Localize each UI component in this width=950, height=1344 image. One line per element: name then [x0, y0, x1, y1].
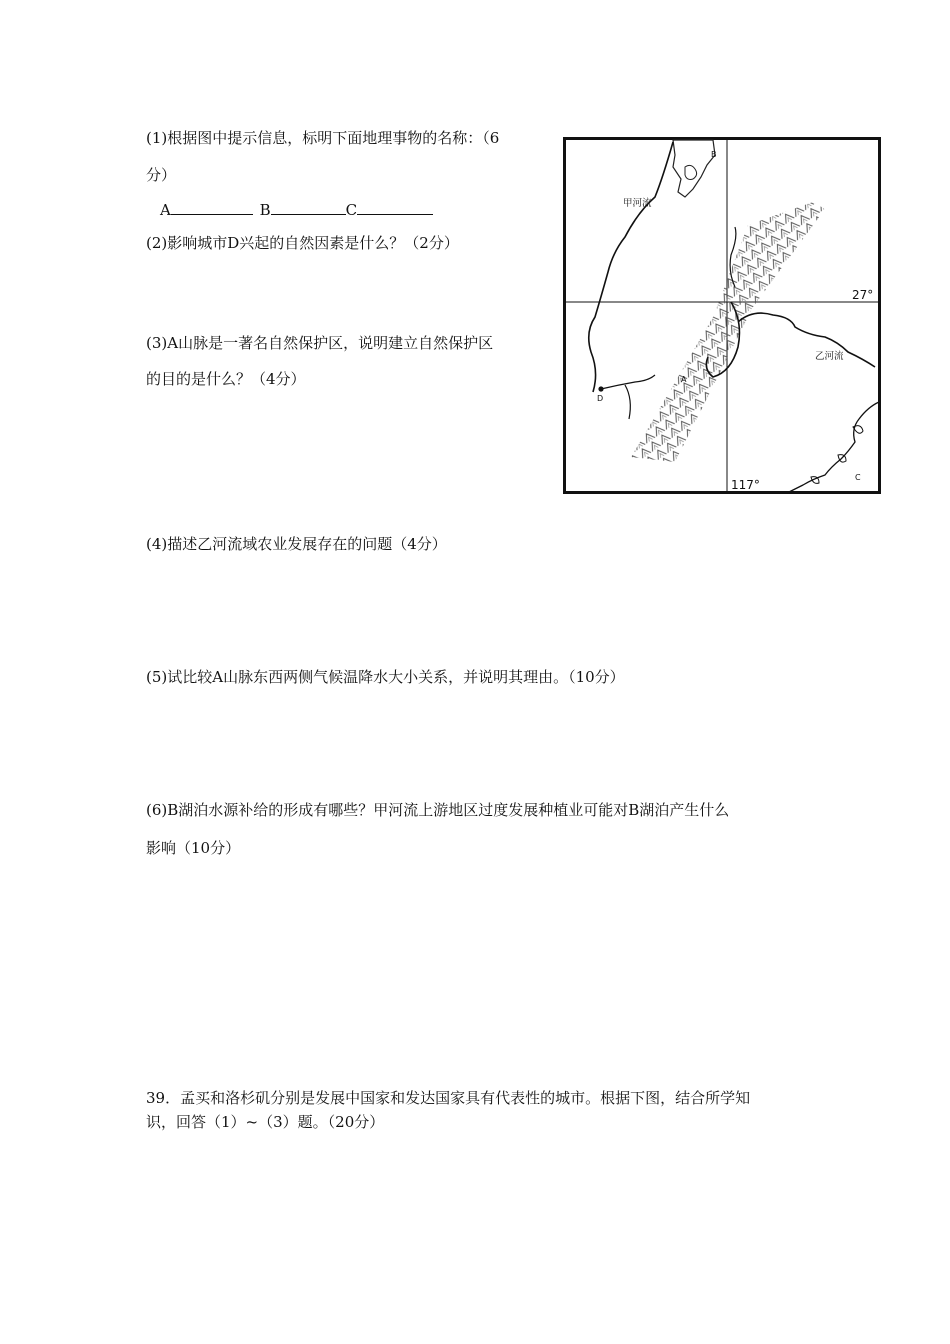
- river-basin-map: [563, 137, 881, 494]
- label-c: C: [855, 473, 861, 482]
- label-b: B: [711, 150, 717, 159]
- q5-text: (5)试比较A山脉东西两侧气候温降水大小关系，并说明其理由。（10分）: [146, 668, 625, 686]
- q6-line2: 影响（10分）: [146, 839, 241, 857]
- label-a: A: [681, 375, 687, 384]
- river-jia-label: 甲河流: [623, 198, 652, 209]
- q1-line2: 分）: [146, 166, 177, 184]
- q1-answer-blanks: [160, 200, 433, 220]
- blank-b-field[interactable]: [271, 200, 346, 215]
- q3-line2: 的目的是什么？（4分）: [146, 370, 306, 388]
- q39-line2: 识，回答（1）~（3）题。（20分）: [146, 1113, 385, 1131]
- latitude-label: 27°: [852, 288, 874, 302]
- q6-line1: (6)B湖泊水源补给的形成有哪些？甲河流上游地区过度发展种植业可能对B湖泊产生什么: [146, 801, 730, 819]
- blank-a-label: A: [160, 201, 171, 219]
- blank-c-field[interactable]: [357, 200, 433, 215]
- blank-b-label: B: [259, 201, 271, 219]
- q4-text: (4)描述乙河流域农业发展存在的问题（4分）: [146, 535, 447, 553]
- q39-line1: 39．孟买和洛杉矶分别是发展中国家和发达国家具有代表性的城市。根据下图，结合所学知: [146, 1089, 751, 1107]
- q2-text: (2)影响城市D兴起的自然因素是什么？（2分）: [146, 234, 459, 252]
- longitude-label: 117°: [731, 478, 760, 492]
- river-yi-label: 乙河流: [815, 351, 844, 362]
- blank-a-field[interactable]: [171, 200, 253, 215]
- label-d: D: [597, 394, 604, 403]
- blank-c-label: C: [345, 201, 358, 219]
- q3-line1: (3)A山脉是一著名自然保护区，说明建立自然保护区: [146, 334, 494, 352]
- city-d-marker: [598, 386, 603, 391]
- q1-line1: (1)根据图中提示信息，标明下面地理事物的名称：（6: [146, 129, 500, 147]
